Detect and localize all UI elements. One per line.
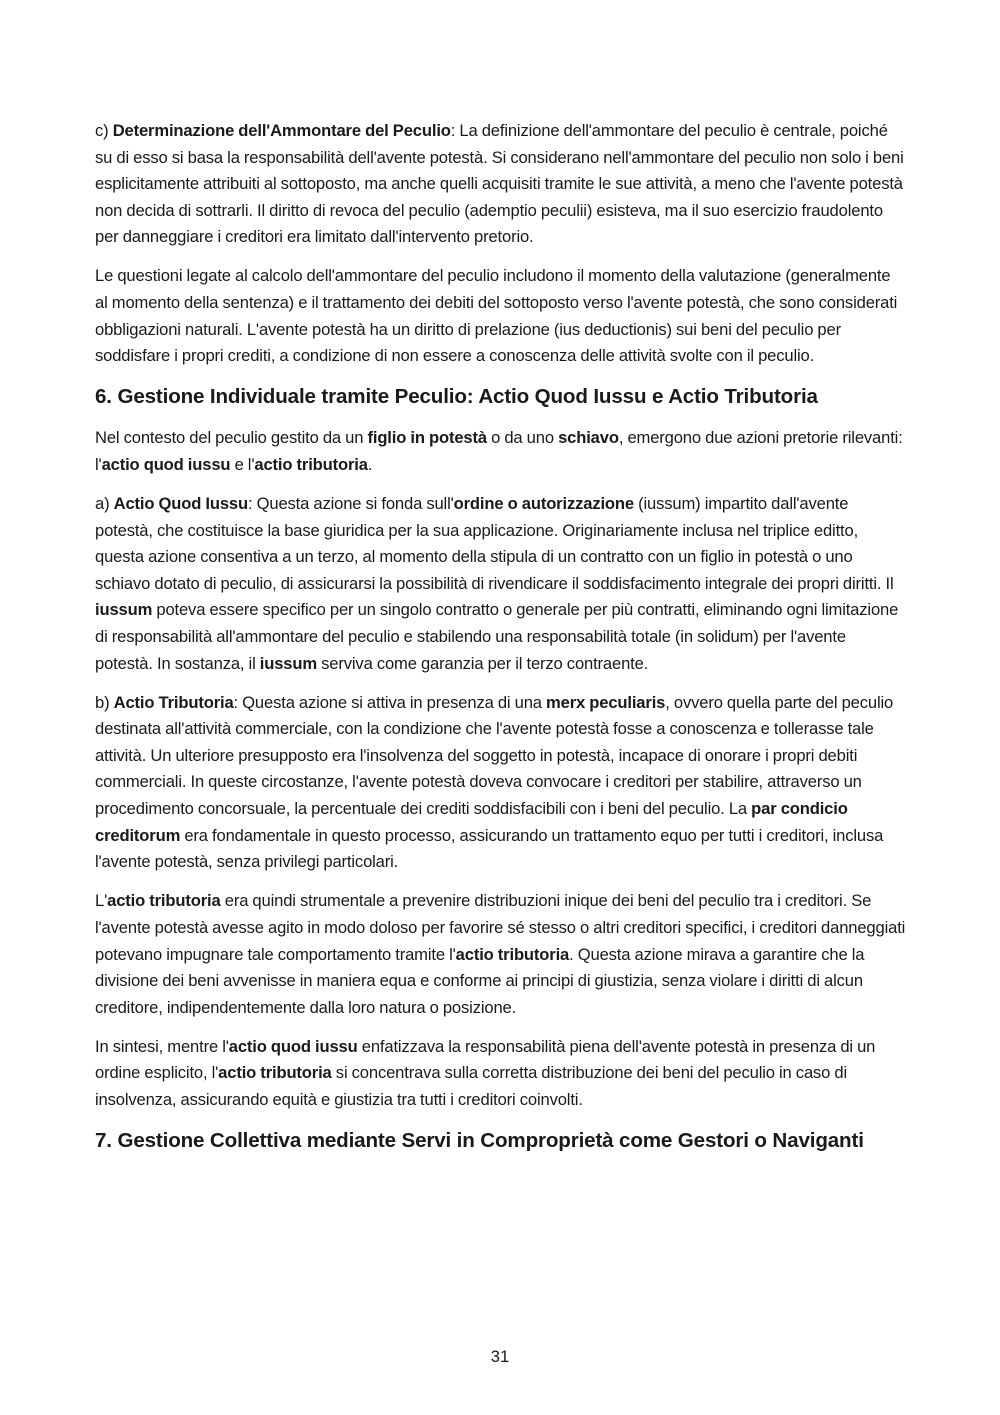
- paragraph-actio-quod-iussu: a) Actio Quod Iussu: Questa azione si fonda sull'ordine o autorizzazione (iussum) impartito dall'avente potestà, che costituisce la base giuridica per la sua applicazione. Originariamente inclusa nel triplice editto, questa azione consentiva a un terzo, al momento della stipula di un contratto con un figlio in potestà o uno schiavo dotato di peculio, di assicurarsi la possibilità di rivendicare il soddisfacimento integrale dei propri diritti. Il iussum poteva essere specifico per un singolo contratto o generale per più contratti, eliminando ogni limitazione di responsabilità all'ammontare del peculio e stabilendo una responsabilità totale (in solidum) per l'avente potestà. In sostanza, il iussum serviva come garanzia per il terzo contraente.: [95, 494, 899, 673]
- paragraph-intro-actions: Nel contesto del peculio gestito da un figlio in potestà o da uno schiavo, emergono due azioni pretorie rilevanti: l'actio quod iussu e l'actio tributoria.: [95, 428, 903, 474]
- section-heading-7: 7. Gestione Collettiva mediante Servi in Comproprietà come Gestori o Naviganti: [95, 1129, 864, 1153]
- paragraph-peculio-calculation: Le questioni legate al calcolo dell'ammontare del peculio includono il momento della valutazione (generalmente al momento della sentenza) e il trattamento dei debiti del sottoposto verso l'avente potestà, che sono considerati obbligazioni naturali. L'avente potestà ha un diritto di prelazione (ius deductionis) sui beni del peculio per soddisfare i propri crediti, a condizione di non essere a conoscenza delle attività svolte con il peculio.: [95, 266, 898, 366]
- section-heading-6: 6. Gestione Individuale tramite Peculio: Actio Quod Iussu e Actio Tributoria: [95, 385, 818, 409]
- paragraph-peculio-amount: c) Determinazione dell'Ammontare del Peculio: La definizione dell'ammontare del peculio è centrale, poiché su di esso si basa la responsabilità dell'avente potestà. Si considerano nell'ammontare del peculio non solo i beni esplicitamente attribuiti al sottoposto, ma anche quelli acquisiti tramite le sue attività, a meno che l'avente potestà non decida di sottrarli. Il diritto di revoca del peculio (ademptio peculii) esisteva, ma il suo esercizio fraudolento per danneggiare i creditori era limitato dall'intervento pretorio.: [95, 121, 904, 247]
- page-number: 31: [490, 1347, 510, 1366]
- document-body: [95, 118, 907, 1169]
- paragraph-actio-tributoria: b) Actio Tributoria: Questa azione si attiva in presenza di una merx peculiaris, ovvero quella parte del peculio destinata all'attività commerciale, con la condizione che l'avente potestà fosse a conoscenza e tollerasse tale attività. Un ulteriore presupposto era l'insolvenza del soggetto in potestà, incapace di onorare i propri debiti commerciali. In queste circostanze, l'avente potestà doveva convocare i creditori per stabilire, attraverso un procedimento concorsuale, la percentuale dei crediti soddisfacibili con i beni del peculio. La par condicio creditorum era fondamentale in questo processo, assicurando un trattamento equo per tutti i creditori, inclusa l'avente potestà, senza privilegi particolari.: [95, 692, 894, 872]
- paragraph-summary: In sintesi, mentre l'actio quod iussu enfatizzava la responsabilità piena dell'avente potestà in presenza di un ordine esplicito, l'actio tributoria si concentrava sulla corretta distribuzione dei beni del peculio in caso di insolvenza, assicurando equità e giustizia tra tutti i creditori coinvolti.: [95, 1036, 876, 1109]
- paragraph-tributoria-purpose: L'actio tributoria era quindi strumentale a prevenire distribuzioni inique dei beni del peculio tra i creditori. Se l'avente potestà avesse agito in modo doloso per favorire sé stesso o altri creditori specifici, i creditori danneggiati potevano impugnare tale comportamento tramite l'actio tributoria. Questa azione mirava a garantire che la divisione dei beni avvenisse in maniera equa e conforme ai principi di giustizia, senza violare i diritti di alcun creditore, indipendentemente dalla loro natura o posizione.: [95, 891, 906, 1017]
